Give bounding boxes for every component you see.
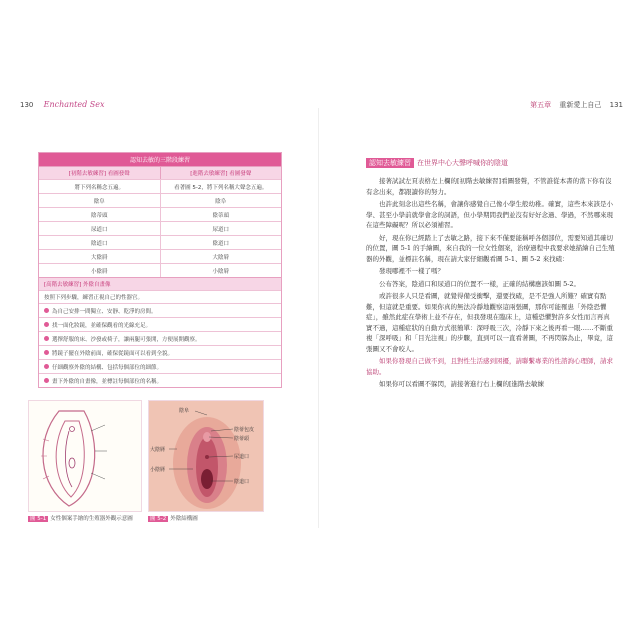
exercise-header-row	[39, 166, 281, 179]
step-text: 為自己安排一間獨立、安靜、乾淨的房間。	[52, 308, 157, 315]
list-item	[39, 303, 281, 317]
right-page	[328, 100, 623, 530]
figure-tag: 圖 5-1	[30, 516, 47, 522]
chapter-title: 重新愛上自己	[559, 101, 602, 109]
table-cell: 陰阜	[93, 198, 105, 205]
list-item	[39, 317, 281, 331]
bullet-icon	[44, 308, 49, 313]
middle-instruction: 看著圖 5-2，將下列名稱大聲念五遍。	[160, 180, 282, 193]
bullet-icon	[44, 378, 49, 383]
emphasis-paragraph: 如果你發現自己做不到，且對性生活感到困擾，請聯繫專業的性諮詢心理師，請求協助。	[366, 357, 613, 376]
list-item	[39, 331, 281, 345]
figure-caption	[28, 514, 133, 522]
table-row	[39, 193, 281, 207]
advanced-instruction: 按照下列步驟，練習正視自己的性器官。	[39, 290, 281, 303]
bullet-icon	[44, 322, 49, 327]
step-text: 畫下外陰的自畫像，並標註每個部位的名稱。	[52, 378, 163, 385]
bullet-icon	[44, 350, 49, 355]
paragraph: 或許很多人只是看圖，就覺得備受衝擊，還要找碴，是不是強人所難？確實有點難，但這就是重要。如果你真的無法冷靜地觀察這兩張圖，那你可能罹患「外陰恐懼症」，雖然此症在學術上並不存在，但我發現在臨床上，這種恐懼對許多女性而言再真實不過，這種症狀的自動方式很簡單：深呼吸三次，冷靜下來之後再看一眼……不斷重複「深呼吸」和「目光注視」的步驟，直到可以一直看著圖，不再閃躲為止，畢竟，這張圖又不會咬人。	[366, 292, 613, 353]
paragraph: 公布答案，陰道口和尿道口的位置不一樣，正確的結構應該如圖 5-2。	[379, 279, 581, 288]
label-labia-minora: 小陰脣	[150, 467, 166, 473]
beginner-instruction: 將下列名稱念五遍。	[74, 184, 124, 191]
table-row	[39, 235, 281, 249]
beginner-header: [初階去敏練習] 看圖發聲	[68, 171, 130, 177]
table-row	[39, 249, 281, 263]
table-row	[39, 263, 281, 277]
book-gutter	[318, 108, 319, 528]
paragraph: 也許此刻念出這些名稱，會讓你感覺自己像小學生般幼稚。確實，這些本來該是小學、甚至小學前就學會念的詞語，但小學期間我們並沒有好好念過、學過，不然哪來現在這些障礙呢？所以必須補習。	[366, 200, 613, 229]
figure-tag: 圖 5-2	[150, 516, 167, 522]
table-cell: 陰道口	[160, 236, 282, 249]
instruction-row	[39, 179, 281, 193]
left-page-number: 130	[20, 101, 34, 109]
body-text	[366, 176, 616, 392]
section-heading	[366, 158, 508, 168]
table-row	[39, 221, 281, 235]
label-vagina: 陰道口	[234, 479, 250, 485]
list-item	[39, 359, 281, 373]
table-cell: 大陰脣	[90, 254, 108, 261]
paragraph: 如果你可以看圖不躲閃，請接著進行右上欄的[進階去敏練	[379, 380, 545, 388]
table-cell: 陰蒂頭	[90, 212, 108, 219]
label-clitoral-hood: 陰蒂包皮	[234, 427, 255, 433]
left-page	[20, 100, 310, 530]
section-tag: 認知去敏練習	[366, 158, 414, 168]
exercise-title: 認知去敏的三階段練習	[39, 153, 281, 166]
step-text: 選擇舒服的床、沙發或椅子，讓兩腿可張開，方便展開觀察。	[52, 336, 201, 343]
table-cell: 大陰脣	[160, 250, 282, 263]
figure-caption	[148, 514, 198, 522]
list-item	[39, 345, 281, 359]
bullet-icon	[44, 336, 49, 341]
paragraph: 接著試試左頁表格左上欄的[初階去敏練習]看圖發聲，不管誰從本書的當下你有沒有念出來，都跟讀你的努力。	[366, 177, 612, 196]
figure-anatomy-diagram	[148, 400, 264, 512]
paragraph: 好，現在你已經踏上了去敏之路，接下來不僅要能稱呼各個部位，需要知道其確切的位置，圖 5-1 的手繪圖，來自我的一位女性個案，治療過程中我要求她描繪自己生殖器的外觀，並標註名稱，現在請大家仔細觀看圖 5-1、圖 5-2 來找碴：	[366, 233, 615, 263]
book-title: Enchanted Sex	[43, 100, 105, 109]
label-labia-majora: 大陰脣	[150, 447, 166, 453]
table-cell: 尿道口	[90, 226, 108, 233]
table-cell: 尿道口	[160, 222, 282, 235]
table-cell: 小陰脣	[160, 264, 282, 277]
middle-header: [進階去敏練習] 看圖發聲	[160, 167, 282, 179]
hand-drawing-illustration	[29, 401, 142, 512]
table-cell: 小陰脣	[90, 268, 108, 275]
right-running-head	[530, 100, 623, 110]
step-text: 將鏡子擺在外陰前面，確保從鏡面可以看到全貌。	[52, 350, 174, 357]
label-clitoris: 陰蒂頭	[234, 436, 250, 442]
figure-caption-text: 女性個案手繪的生殖器外觀示意圖	[50, 516, 133, 522]
table-row	[39, 207, 281, 221]
figure-hand-drawing	[28, 400, 142, 512]
left-running-head	[20, 100, 105, 109]
right-page-number: 131	[609, 101, 623, 109]
table-cell: 陰道口	[90, 240, 108, 247]
paragraph: 發現哪裡不一樣了嗎？	[379, 267, 444, 275]
chapter-label: 第五章	[530, 101, 552, 109]
list-item	[39, 373, 281, 387]
step-text: 找一面化妝鏡，並確保觀看的光線充足。	[52, 322, 152, 329]
figure-caption-text: 外陰結構圖	[170, 516, 198, 522]
advanced-header: [高階去敏練習] 外陰自畫像	[39, 277, 281, 290]
table-cell: 陰阜	[160, 194, 282, 207]
bullet-icon	[44, 364, 49, 369]
section-title: 在世界中心大聲呼喊你的陰道	[417, 159, 508, 167]
table-cell: 陰蒂頭	[160, 208, 282, 221]
exercise-table	[38, 152, 282, 388]
label-mons: 陰阜	[179, 408, 190, 414]
label-urethra: 尿道口	[234, 454, 250, 460]
step-text: 仔細觀察外陰的結構、包括每個部位的細節。	[52, 364, 163, 371]
